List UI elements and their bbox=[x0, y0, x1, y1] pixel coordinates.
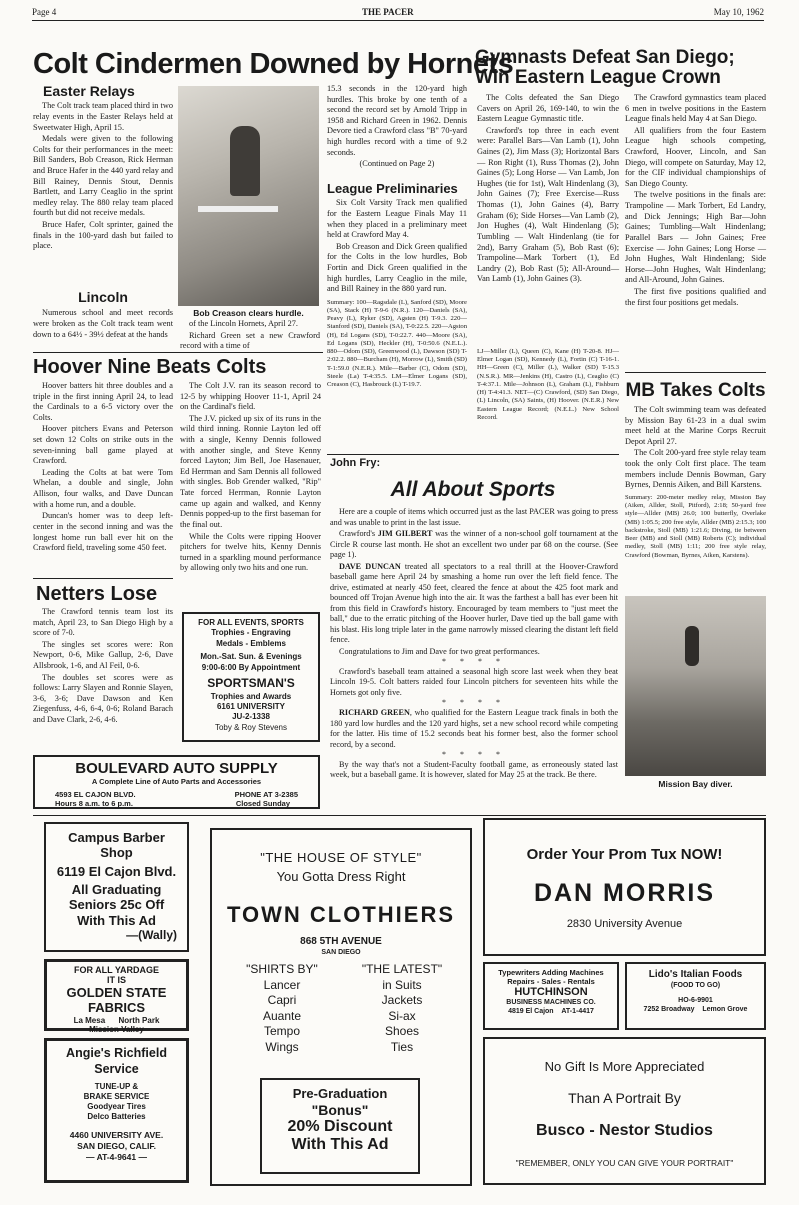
mb-takes-colts-article bbox=[625, 372, 766, 560]
ad-line: 6161 UNIVERSITY bbox=[216, 701, 286, 711]
gymnasts-article-col2 bbox=[625, 93, 766, 309]
ad-line: FOR ALL YARDAGE bbox=[73, 965, 159, 975]
latest-list bbox=[352, 962, 452, 1056]
paragraph: Leading the Colts at bat were Tom Whelan, a double and single, John Allison, four walks, and Dave Duncan with a home run, and a double. bbox=[33, 467, 173, 509]
ad-line: (FOOD TO GO) bbox=[670, 982, 721, 989]
lincoln-continued bbox=[180, 319, 320, 353]
ad-line: 20% Discount bbox=[287, 1118, 393, 1136]
list-item: Ties bbox=[390, 1039, 414, 1054]
paragraph: The twelve positions in the finals are: Trampoline — Mark Torbert, Ed Landry, and Dick Jennings; High Bar—John Gaines; Tumbling—Walt Hindenlang; Parallel Bars — John Gaines; Free Exercise — John Gaines; Long Horse — John Hughes, Walt Hindenlang; Side Horse—John Hughes, Walt Hindenlang; and All-Around, John Gaines. bbox=[625, 190, 766, 285]
ad-line: PHONE AT 3-2385 bbox=[234, 790, 298, 799]
ad-line: HUTCHINSON bbox=[514, 986, 588, 998]
hoover-headline: Hoover Nine Beats Colts bbox=[33, 356, 267, 378]
paragraph: Bob Creason and Dick Green qualified for the Colts in the low hurdles, Bob Fortin and Dick Green qualified in the high hurdles, Larry Ceaglio in the mile, and Bill Rainey in the 880 yard run. bbox=[327, 241, 467, 294]
ad-line: JU-2-1338 bbox=[232, 712, 270, 722]
ad-line: 868 5TH AVENUE bbox=[300, 936, 382, 947]
boulevard-auto-ad bbox=[33, 755, 320, 809]
hutchinson-ad bbox=[483, 962, 619, 1030]
paragraph bbox=[330, 708, 618, 750]
list-item: Wings bbox=[265, 1039, 299, 1054]
ad-line: Pre-Graduation bbox=[292, 1086, 388, 1101]
paragraph: Crawford's baseball team attained a seasonal high score last week when they beat Lincoln 19-5. Colt batters raided four Lincoln pitchers for seventeen hits while the Hornets got only five. bbox=[330, 666, 618, 697]
page-header bbox=[32, 7, 764, 21]
paragraph: The doubles set scores were as follows: Larry Slayen and Ronnie Slayen, 3-6, 3-6; Dave Dawson and Ken Ziegenfuss, 4-6, 6-4, 0-6; Roland Barach and Dave Clark, 2-6, 4-6. bbox=[33, 672, 173, 725]
mb-takes-colts-heading: MB Takes Colts bbox=[625, 380, 766, 401]
list-item: Lancer bbox=[263, 977, 301, 992]
ad-line: — AT-4-9641 — bbox=[86, 1151, 147, 1162]
paragraph: of the Lincoln Hornets, April 27. bbox=[189, 319, 298, 328]
paragraph: By the way that's not a Student-Faculty football game, as erroneously stated last week, but a baseball game. It is however, slated for May 25 at the track. Be there. bbox=[330, 759, 618, 780]
paragraph: The Colt swimming team was defeated by Mission Bay 61-23 in a dual swim meet held at the Marine Corps Recruit Depot April 27. bbox=[625, 405, 766, 446]
ad-line: Order Your Prom Tux NOW! bbox=[526, 846, 723, 863]
promo-box bbox=[260, 1078, 420, 1174]
section-rule bbox=[33, 578, 173, 579]
ad-line: You Gotta Dress Right bbox=[276, 869, 406, 884]
ad-line: BRAKE SERVICE bbox=[83, 1092, 150, 1102]
ad-line: BUSINESS MACHINES CO. bbox=[506, 999, 596, 1007]
easter-relays-heading: Easter Relays bbox=[43, 83, 135, 99]
ad-line: Service bbox=[94, 1061, 139, 1076]
ad-line: "REMEMBER, ONLY YOU CAN GIVE YOUR PORTRAIT" bbox=[515, 1158, 734, 1168]
paragraph: Crawford's top three in each event were: Parallel Bars—Van Lamb (1), John Gaines (2), Jim Mass (3); Horizontal Bars — Ron Right (1), Russ Thomas (2), John Gaines (5); Long Horse — Van Lamb, Jon Hughes (tie for 1st), Walt Hindenlang (3), John Gaines (7); Free Exercise—Russ Thomas (1), John Gaines (4), Barry Graham (6); Side Horses—Van Lamb (2), Jon Hughes (4), Walt Hindenlang (5); Tumbling — Walt Hindenlang (tie for 2nd), Barry Graham (5), Bob Rast (6); Trampoline—Mark Torbert (1), Ed Landry (2), Bob Rast (5); All-Around—Van Lamb (1), John Gaines (3). bbox=[477, 125, 619, 284]
text-run: Crawford's bbox=[339, 529, 378, 538]
paragraph: Richard Green set a new Crawford record with a time of bbox=[180, 330, 320, 351]
ad-line: "Bonus" bbox=[311, 1101, 369, 1118]
hurdle-photo-caption: Bob Creason clears hurdle. bbox=[193, 308, 304, 318]
ad-line: Hours 8 a.m. to 6 p.m. bbox=[55, 799, 133, 808]
ad-line: Typewriters Adding Machines bbox=[498, 968, 604, 977]
gymnasts-headline-line2: Win Eastern League Crown bbox=[475, 66, 721, 88]
shirts-list bbox=[232, 962, 332, 1056]
paragraph: Duncan's homer was to deep left-center in the second inning and was the longest home run ball ever hit on the Crawford field, traveling some 450 feet. bbox=[33, 511, 173, 553]
ad-line: Shop bbox=[100, 845, 133, 861]
ad-line: 4460 UNIVERSITY AVE. bbox=[69, 1130, 164, 1141]
ad-line: Lido's Italian Foods bbox=[648, 969, 743, 980]
ad-line: SAN DIEGO bbox=[321, 949, 361, 956]
paragraph: Medals were given to the following Colts for their performances in the meet: Bill Sanders, Bob Creason, Rick Herman and Bruce Hafer in the 440 yard relay and Bill Rainey, Dennis Stout, Dennis Bartlett, and Larry Ceaglio in the sprint medley relay. The 880 relay team placed fourth but did not receive medals. bbox=[33, 134, 173, 218]
section-rule bbox=[327, 454, 619, 455]
hurdle-photo bbox=[178, 86, 319, 306]
list-item: Jackets bbox=[381, 993, 423, 1008]
ad-line: North Park bbox=[118, 1015, 160, 1025]
paragraph: The singles set scores were: Ron Newport, 0-6, Mike Gallup, 2-6, Dave Allsbrook, 1-6, and Al Feil, 0-6. bbox=[33, 639, 173, 671]
text-run: , who qualified for the Eastern League track finals in both the 180 yard low hurdles and the 120 yard highs, set a new school record while competing for the latter. His time of 15.2 seconds beat his former best, also the former school record, by a second. bbox=[330, 708, 618, 749]
netters-article bbox=[33, 607, 173, 727]
town-clothiers-ad bbox=[210, 828, 472, 1186]
paragraph: The first five positions qualified and the first four positions get medals. bbox=[625, 286, 766, 307]
ad-line: GOLDEN STATE bbox=[66, 984, 167, 1000]
paragraph: The J.V. picked up six of its runs in the wild third inning. Ronnie Layton led off with a single, Kenny Dennis followed with another single, and Steve Kenny forced Layton; Jim Bell, Joe Hasenauer, Ed Herrman and Sam Dennis all followed with singles. Bob Grender walked, "Rip" Tate forced Herrman, Ronnie Layton came up again and walked, and Kenny Dennis popped-up to the first baseman for the final out. bbox=[180, 413, 321, 529]
ad-line: Than A Portrait By bbox=[568, 1090, 681, 1106]
ad-line: Goodyear Tires bbox=[87, 1102, 146, 1112]
list-item: Auante bbox=[262, 1008, 302, 1023]
lincoln-article bbox=[33, 290, 173, 341]
ad-line: 9:00-6:00 By Appointment bbox=[201, 662, 301, 672]
lincoln-heading: Lincoln bbox=[78, 289, 128, 305]
ad-name: BOULEVARD AUTO SUPPLY bbox=[75, 760, 278, 777]
ad-line: SPORTSMAN'S bbox=[207, 675, 295, 690]
ad-line: SAN DIEGO, CALIF. bbox=[77, 1140, 156, 1151]
ad-line: Campus Barber bbox=[68, 830, 165, 845]
paragraph: Here are a couple of items which occurred just as the last PACER was going to press and was unable to print in the last issue. bbox=[330, 507, 618, 527]
dan-morris-ad bbox=[483, 818, 766, 956]
separator-stars: * * * * bbox=[442, 698, 506, 708]
ad-line: 4593 EL CAJON BLVD. bbox=[55, 790, 136, 799]
list-item: in Suits bbox=[382, 977, 422, 992]
list-item: Shoes bbox=[384, 1024, 420, 1039]
diver-figure bbox=[685, 626, 699, 666]
ad-line: HO-6-9901 bbox=[678, 997, 713, 1005]
ad-line: Seniors 25c Off bbox=[68, 897, 165, 913]
ad-line: AT-1-4417 bbox=[561, 1007, 594, 1015]
ad-line: Delco Batteries bbox=[87, 1112, 146, 1122]
ad-line: With This Ad bbox=[77, 912, 156, 928]
lincoln-continued-col3 bbox=[327, 84, 467, 170]
paragraph: Numerous school and meet records were broken as the Colt track team went down to a 64½ - 39½ defeat at the hands bbox=[33, 308, 173, 339]
ad-line bbox=[627, 1005, 764, 1014]
paragraph: While the Colts were ripping Hoover pitchers for twelve hits, Kenny Dennis turned in a sparkling mound performance by allowing only two hits and one run. bbox=[180, 531, 321, 573]
hoover-article-col2 bbox=[180, 381, 321, 575]
ad-line: IT IS bbox=[106, 975, 126, 986]
ad-line: Mon.-Sat. Sun. & Evenings bbox=[200, 652, 302, 662]
paragraph: The Colt J.V. ran its season record to 12-5 by whipping Hoover 11-1, April 24 on the Cardinal's field. bbox=[180, 381, 321, 412]
shirts-title: "SHIRTS BY" bbox=[246, 962, 318, 976]
ad-line bbox=[47, 1016, 186, 1025]
paragraph: Bruce Hafer, Colt sprinter, gained the finals in the 100-yard dash but failed to place. bbox=[33, 220, 173, 251]
ad-line: Busco - Nestor Studios bbox=[536, 1122, 713, 1139]
newspaper-name: THE PACER bbox=[362, 7, 414, 17]
paragraph: Hoover pitchers Evans and Peterson set down 12 Colts on strike outs in the seven-inning ball game played at Crawford. bbox=[33, 424, 173, 466]
ad-line: Angie's Richfield bbox=[66, 1046, 167, 1060]
gymnasts-article-col1 bbox=[477, 93, 619, 286]
ad-line: 2830 University Avenue bbox=[566, 918, 683, 930]
continued-note: (Continued on Page 2) bbox=[359, 159, 435, 169]
name-highlight: DAVE DUNCAN bbox=[339, 561, 401, 571]
paragraph: 15.3 seconds in the 120-yard high hurdles. This broke by one tenth of a second the record set by Arnold Tripp in 1958 and Richard Green in 1962. Dennis Devore tied a Crawford class "B" 70-yard high hurdles record with a time of 9.2 seconds. bbox=[327, 84, 467, 157]
ad-line: TOWN CLOTHIERS bbox=[226, 902, 456, 927]
header-rule bbox=[32, 20, 764, 21]
list-item: Si-ax bbox=[388, 1008, 416, 1023]
swim-summary: Summary: 200-meter medley relay, Mission Bay (Aiken, Allder, Stoll, Pitford), 2:18; 50-yard free style—Allder (MB) 26.0; 100 butterfly, Overlake (MB) 1:05.5; 200 free style, Allder (MB) 2:15.3; 100 backstroke, Stoll (MB) 1:21.6; Diving, tie between Beer (MB) and Stoll (MB) Roberts (C); individual medley, Stoll (MB) 1:11; 200 free style relay, Crawford (Bowman, Byrnes, Aiken, Karstens). bbox=[625, 493, 766, 559]
diver-photo-caption: Mission Bay diver. bbox=[658, 779, 733, 789]
name-highlight: RICHARD GREEN bbox=[339, 708, 410, 718]
page-number: Page 4 bbox=[32, 7, 57, 17]
ad-line: Trophies and Awards bbox=[210, 691, 292, 701]
barber-ad bbox=[44, 822, 189, 952]
league-preliminaries-article bbox=[327, 182, 467, 389]
busco-nestor-ad bbox=[483, 1037, 766, 1185]
name-highlight: JIM GILBERT bbox=[377, 529, 433, 538]
ad-line: Mission Valley bbox=[89, 1024, 144, 1034]
text-run: was the winner of a non-school golf tournament at the Circle R course last month. He shot an excellent two under par 68 on the course. (See page 1). bbox=[330, 529, 618, 559]
ad-line: A Complete Line of Auto Parts and Accessories bbox=[91, 777, 262, 786]
ad-line: With This Ad bbox=[291, 1136, 389, 1154]
sportsmans-ad bbox=[182, 612, 320, 742]
paragraph: Six Colt Varsity Track men qualified for the Eastern League Finals May 11 when they placed in a preliminary meet held at Crawford May 4. bbox=[327, 198, 467, 240]
ad-line: FABRICS bbox=[87, 999, 146, 1015]
runner-figure bbox=[230, 126, 260, 196]
track-results-continued: LJ—Miller (L), Queen (C), Kane (H) T-20-8. HJ—Elmer Logan (SD), Kennedy (L), Fortin (C) T-16-1. HH—Green (C), Miller (L), Walker (SD) T-15.3 (N.S.R.). MR—Jenkins (H), Castro (L), Ceaglio (C) T-4:37.1. Mile—Johnson (L), Graham (L), Fishburn (H) T-4:41.3. NET—(C) Crawford, (SD) San Diego, (L) Lincoln, (SA) Saints, (H) Hoover. (N.E.R.) New Eastern League Record; (N.E.L.) New School Record. bbox=[477, 348, 619, 421]
golden-state-fabrics-ad bbox=[44, 959, 189, 1034]
paragraph bbox=[330, 562, 618, 646]
ad-line: —(Wally) bbox=[126, 927, 177, 942]
fry-headline: All About Sports bbox=[390, 478, 556, 501]
ad-line: Trophies - Engraving bbox=[211, 628, 291, 638]
ad-line: TUNE-UP & bbox=[94, 1082, 139, 1092]
issue-date: May 10, 1962 bbox=[713, 7, 764, 17]
gymnasts-headline bbox=[475, 48, 775, 88]
ad-line: All Graduating bbox=[71, 881, 162, 897]
hurdle-shape bbox=[198, 206, 278, 212]
separator-stars: * * * * bbox=[442, 657, 506, 666]
ad-line: Toby & Roy Stevens bbox=[214, 722, 288, 732]
separator-stars: * * * * bbox=[442, 750, 506, 760]
section-rule bbox=[33, 352, 323, 353]
ad-line: DAN MORRIS bbox=[533, 879, 716, 907]
paragraph: The Colt 200-yard free style relay team took the only Colt first place. The team members include Dennis Bowman, Gary Byrnes, Dennis Aiken, and Bill Karstens. bbox=[625, 448, 766, 490]
paragraph: The Colt track team placed third in two relay events in the Easter Relays held at Sweetwater High, April 15. bbox=[33, 101, 173, 132]
gymnasts-headline-line1: Gymnasts Defeat San Diego; bbox=[475, 47, 735, 68]
paragraph: Hoover batters hit three doubles and a triple in the first inning April 24, to lead the Cardinals to a 6-5 victory over the Colts. bbox=[33, 381, 173, 422]
angies-richfield-ad bbox=[44, 1038, 189, 1183]
ad-line: Closed Sunday bbox=[235, 799, 290, 808]
paragraph bbox=[330, 529, 618, 561]
paragraph: All qualifiers from the four Eastern League high schools competing, Crawford, Hoover, Lincoln, and San Diego, will compete on Saturday, May 12, for the CIF individual championships of San Diego County. bbox=[625, 125, 766, 188]
ad-line: FOR ALL EVENTS, SPORTS bbox=[198, 618, 304, 627]
ad-line: Medals - Emblems bbox=[216, 638, 286, 648]
ad-line: Repairs - Sales - Rentals bbox=[507, 977, 595, 986]
fry-column bbox=[330, 507, 618, 782]
ad-line: La Mesa bbox=[73, 1015, 106, 1025]
meet-summary: Summary: 100—Ragsdale (L), Sanford (SD), Moore (SA), Stack (H) T-9-6 (N.R.). 120—Daniels (SA), Peavy (L), Ryker (SD), Agsten (H) T-9.3. 220—Stanford (SD), Daniels (SA), T-0:22.5. 220—Agston (H), Ed Logans (SD), T-0:22.7. 440—Moore (SA), Ed Logans (SD), Heckler (H), T-0:50.6 (N.E.L.). 880—Odom (SD), Greenwood (L), Dawson (SD) T-2:02.2. 880—Burcham (H), Morrow (L), Smith (SD) T-1:59.0 (N.E.R.). Mile—Barber (C), Odom (SD), Steele (La) T-4:35.5. LM—Elmer Logans (SD), Creason (C), Hasbrouck (L) T-19.7. bbox=[327, 298, 467, 389]
latest-title: "THE LATEST" bbox=[361, 962, 443, 976]
lidos-italian-foods-ad bbox=[625, 962, 766, 1030]
diver-photo bbox=[625, 596, 766, 776]
easter-relays-article bbox=[33, 84, 173, 253]
fry-byline: John Fry: bbox=[330, 457, 381, 469]
paragraph: The Crawford gymnastics team placed 6 men in twelve positions in the Eastern League finals held May 4 at San Diego. bbox=[625, 93, 766, 124]
ads-rule bbox=[33, 815, 766, 816]
hoover-article-col1 bbox=[33, 381, 173, 555]
list-item: Tempo bbox=[263, 1024, 301, 1039]
ad-line: 6119 El Cajon Blvd. bbox=[56, 863, 177, 879]
ad-line: "THE HOUSE OF STYLE" bbox=[260, 850, 422, 865]
paragraph: Congratulations to Jim and Dave for two great performances. bbox=[339, 646, 540, 656]
netters-headline: Netters Lose bbox=[36, 583, 158, 605]
text-run: treated all spectators to a real thrill at the Hoover-Crawford baseball game here April 24 by smashing a home run over the left field fence. The drive, estimated at nearly 450 feet, cleared the fence at about the 425 foot mark and bounced off Trojan Avenue high into the air. It was the farthest a ball has ever been hit from this field in Crawford's history. Encouraged by team members to "just meet the ball," due to the erratic pitching of the Hoover hurler, Dave tied up the ball game with his blast. His long triple later in the game narrowly missed clearing the distant left field fence. bbox=[330, 561, 618, 644]
main-headline: Colt Cindermen Downed by Hornets bbox=[33, 48, 514, 80]
ad-line: No Gift Is More Appreciated bbox=[544, 1059, 705, 1074]
ad-line: 7252 Broadway bbox=[643, 1006, 695, 1014]
ad-line bbox=[485, 1008, 617, 1016]
list-item: Capri bbox=[267, 993, 297, 1008]
paragraph: The Crawford tennis team lost its match, April 23, to San Diego High by a score of 7-0. bbox=[33, 607, 173, 638]
ad-line: 4819 El Cajon bbox=[508, 1007, 554, 1015]
paragraph: The Colts defeated the San Diego Cavers on April 26, 169-140, to win the Eastern League Gymnastic title. bbox=[477, 93, 619, 124]
ad-line: Lemon Grove bbox=[702, 1006, 748, 1014]
league-preliminaries-heading: League Preliminaries bbox=[327, 181, 458, 196]
